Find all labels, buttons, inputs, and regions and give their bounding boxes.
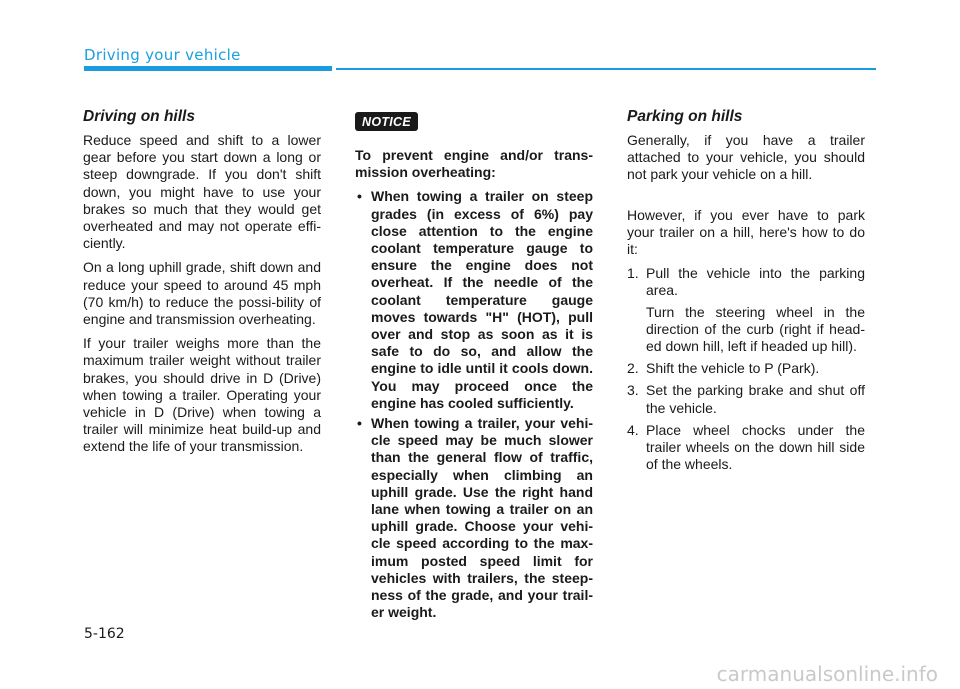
header-rule-thick <box>84 66 332 71</box>
paragraph: Reduce speed and shift to a lower gear before you start down a long or steep downgrade. If you don't shift down, you might have to use your brakes so much that they would get overheated and may not operate effi-ciently. <box>83 132 321 252</box>
step-text: Place wheel chocks under the trailer wheels on the down hill side of the wheels. <box>646 421 865 473</box>
step-text: Shift the vehicle to P (Park). <box>646 360 820 377</box>
paragraph: On a long uphill grade, shift down and reduce your speed to around 45 mph (70 km/h) to reduce the possi-bility of engine and transmission overheating. <box>83 259 321 328</box>
spacer <box>627 191 865 207</box>
watermark: carmanualsonline.info <box>716 662 938 686</box>
section-title: Driving your vehicle <box>84 46 241 64</box>
notice-badge: NOTICE <box>355 112 418 131</box>
step-number: 4. <box>627 421 639 438</box>
column-parking-on-hills <box>627 108 865 478</box>
heading-driving-on-hills: Driving on hills <box>83 108 195 125</box>
list-item <box>627 265 865 355</box>
paragraph: Generally, if you have a trailer attached to your vehicle, you should not park your vehicle on a hill. <box>627 132 865 183</box>
list-item: • When towing a trailer on steep grades (in excess of 6%) pay close attention to the engine coolant temperature gauge to ensure the engine does not overheat. If the needle of the coolant temperature gauge moves towards "H" (HOT), pull over and stop as soon as it is safe to do so, and allow the engine to idle until it cools down. You may proceed once the engine has cooled sufficiently. <box>355 188 593 412</box>
step-extra-text: Turn the steering wheel in the direction of the curb (right if head-ed down hill, left if headed up hill). <box>646 303 865 355</box>
column-driving-on-hills <box>83 108 321 463</box>
notice-intro: To prevent engine and/or trans-mission overheating: <box>355 147 593 181</box>
list-item <box>627 382 865 416</box>
step-text: Set the parking brake and shut off the vehicle. <box>646 382 865 416</box>
step-number: 3. <box>627 382 639 399</box>
paragraph: If your trailer weighs more than the maximum trailer weight without trailer brakes, you should drive in D (Drive) when towing a trailer. Operating your vehicle in D (Drive) when towing a trailer will minimize heat build-up and extend the life of your transmission. <box>83 335 321 455</box>
parking-steps <box>627 265 865 473</box>
paragraph: However, if you ever have to park your trailer on a hill, here's how to do it: <box>627 206 865 258</box>
step-text: Pull the vehicle into the parking area. <box>646 265 865 299</box>
page-number: 5-162 <box>84 626 125 642</box>
list-item <box>627 422 865 474</box>
heading-parking-on-hills: Parking on hills <box>627 108 743 125</box>
column-notice <box>355 112 593 624</box>
step-number: 1. <box>627 265 639 282</box>
list-item <box>627 360 865 377</box>
step-number: 2. <box>627 360 639 377</box>
notice-list <box>355 188 593 621</box>
list-item: • When towing a trailer, your vehi-cle speed may be much slower than the general flow of traffic, especially when climbing an uphill grade. Use the right hand lane when towing a trailer on an uphill grade. Choose your vehi-cle speed according to the max-imum posted speed limit for vehicles with trailers, the steep-ness of the grade, and your trail-er weight. <box>355 415 593 621</box>
header-rule-thin <box>336 68 876 70</box>
